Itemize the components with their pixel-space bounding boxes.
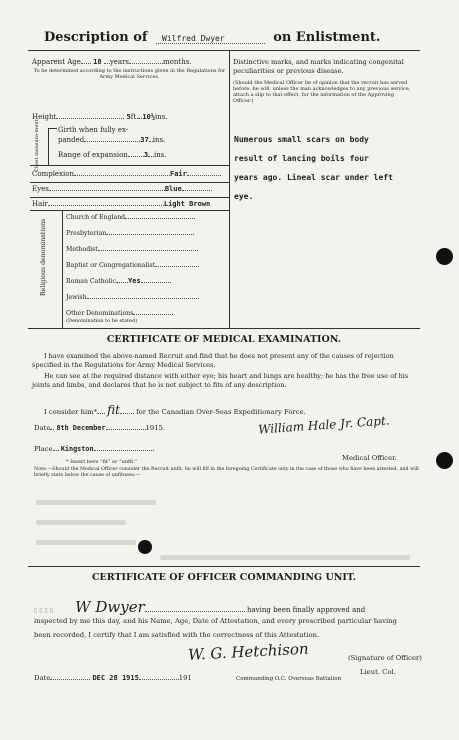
medical-para-2: He can see at the required distance with either eye; his heart and lungs are healthy; he has the free use of his joints and limbs, and declares that he is not subject to fits of any description.	[32, 372, 409, 389]
officer-rank: Lieut. Col.	[360, 668, 396, 676]
height-row: Height 5ft. 10½ins.	[32, 113, 168, 121]
religion-item: Presbyterian	[66, 230, 107, 237]
marks-label: Distinctive marks, and marks indicating congenital peculiarities or previous disease.	[233, 58, 404, 75]
range-row: Range of expansion 3 ins.	[58, 151, 167, 159]
punch-hole	[138, 540, 152, 554]
punch-hole	[436, 452, 453, 469]
recruit-signature: W Dwyer	[75, 598, 145, 616]
insert-note: * Insert here “fit” or “unfit.”	[66, 459, 138, 465]
religion-list	[66, 214, 226, 324]
chest-label: Chest measure-ment	[34, 119, 40, 172]
medical-heading: CERTIFICATE OF MEDICAL EXAMINATION.	[106, 334, 342, 345]
place-value: Kingston	[60, 445, 94, 453]
religion-item: Baptist or Congregationalist	[66, 262, 156, 269]
medical-officer-label: Medical Officer.	[342, 454, 397, 462]
oc-approval-row: ▯ ▯ ▯ ▯ W Dwyer having been finally approved and	[34, 598, 366, 616]
fitness-value: fit	[107, 403, 120, 417]
religion-item: Church of England	[66, 214, 126, 221]
oc-date-row: Date DEC 28 1915 191	[34, 674, 192, 682]
punch-hole	[436, 248, 453, 265]
officer-signature-label: (Signature of Officer)	[348, 654, 422, 662]
age-note: To be determined according to the instructions given in the Regulations for Army Medical Services.	[33, 68, 226, 80]
oc-text-2: inspected by me this day, and his Name, Age, Date of Attestation, and every prescribed particular having	[34, 617, 397, 625]
religion-item: Roman Catholic	[66, 278, 116, 285]
religion-item: Other Denominations	[66, 310, 134, 317]
medical-para-1: I have examined the above-named Recruit and find that he does not present any of the causes of rejection specified in the Regulations for Army Medical Services.	[32, 352, 394, 369]
commanding-stamp: Commanding O.C. Overseas Battalion	[236, 676, 342, 682]
title-suffix: on Enlistment.	[273, 30, 381, 45]
religion-item: Methodist	[66, 246, 98, 253]
religion-label: Religious denominations	[40, 218, 47, 296]
title-prefix: Description of	[44, 30, 148, 45]
form-title	[44, 30, 414, 45]
marks-note: (Should the Medical Officer be of opinion that the recruit has served before, he will, unless the man acknowledges to any previous service, attach a slip to that effect, for the information of the Approving Officer.)	[233, 80, 411, 104]
oc-heading: CERTIFICATE OF OFFICER COMMANDING UNIT.	[91, 572, 357, 583]
complexion-row: Complexion Fair	[32, 170, 227, 178]
officer-signature: W. G. Hetchison	[187, 639, 309, 664]
age-years-value: 18	[93, 58, 102, 66]
girth-row: Girth when fully ex- panded 37 ins.	[58, 126, 166, 144]
recruit-name: Wilfred Dwyer	[156, 34, 265, 44]
distinctive-marks: Numerous small scars on body result of lancing boils four years ago. Lineal scar under left eye.	[234, 135, 393, 201]
medical-date-row: Date 8th December 1915.	[34, 424, 166, 432]
religion-item: Jewish	[66, 294, 87, 301]
fitness-row: I consider him* fit for the Canadian Over-Seas Expeditionary Force.	[44, 403, 306, 417]
other-note: (Denomination to be stated)	[66, 317, 138, 324]
date-stamp: DEC 28 1915	[92, 674, 139, 682]
hair-row: Hair Light Brown	[32, 200, 211, 208]
unfit-note: Note.—Should the Medical Officer consider the Recruit unfit, he will fill in the foregoing Certificate only in the case of those who have been attested, and will briefly state below the cause of unfitness:—	[34, 467, 419, 478]
rc-value: Yes	[127, 277, 141, 285]
oc-text-3: been recorded, I certify that I am satisfied with the correctness of this Attestation.	[34, 631, 320, 639]
eyes-row: Eyes Blue	[32, 185, 227, 193]
medical-officer-signature: William Hale Jr. Capt.	[257, 413, 391, 437]
apparent-age-row: Apparent Age 18 years months.	[32, 58, 192, 66]
medical-date-value: 8th December	[56, 424, 106, 432]
place-row: Place Kingston	[34, 445, 234, 453]
